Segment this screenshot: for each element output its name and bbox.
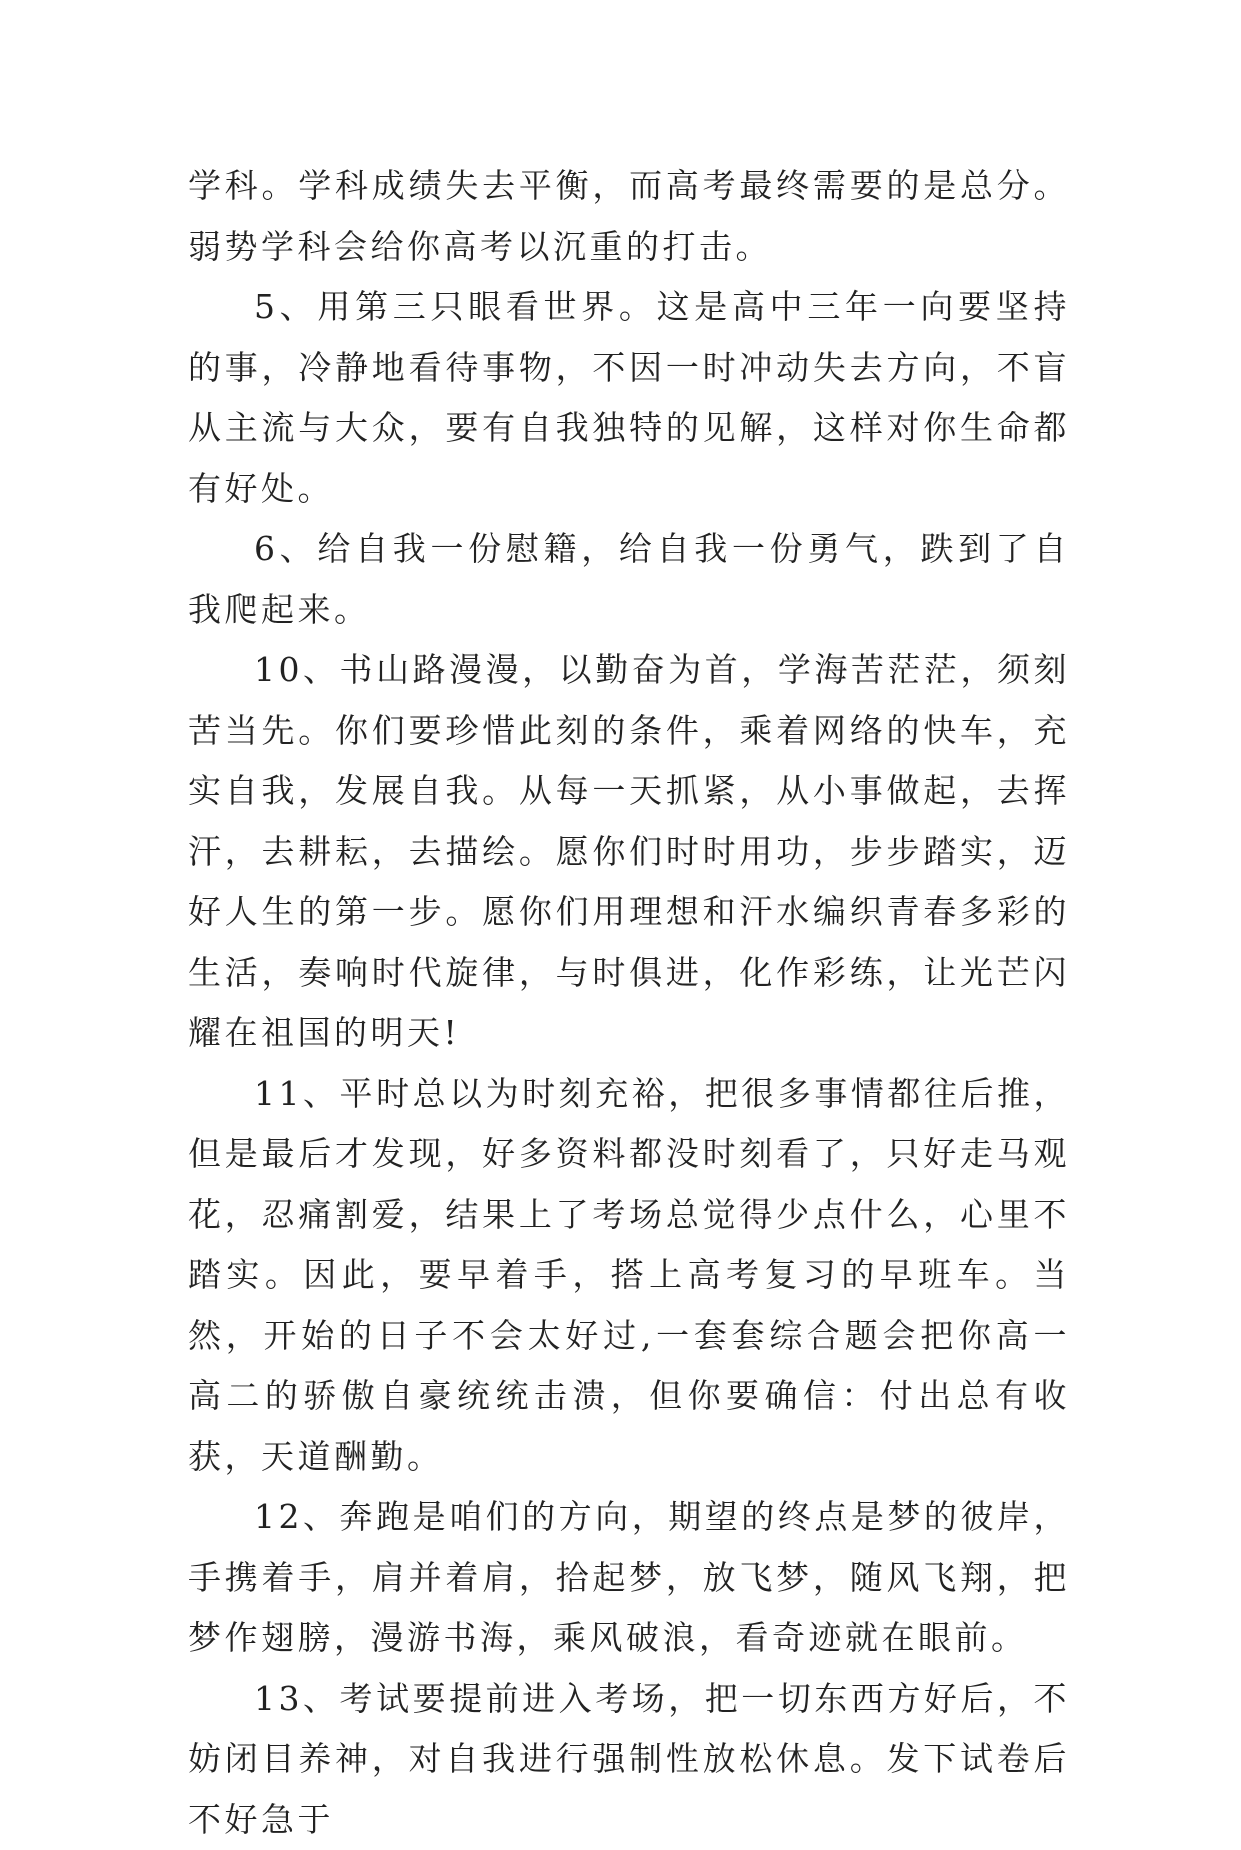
paragraph-item-12: 12、奔跑是咱们的方向，期望的终点是梦的彼岸，手携着手，肩并着肩，拾起梦，放飞梦，随风飞翔，把梦作翅膀，漫游书海，乘风破浪，看奇迹就在眼前。: [188, 1487, 1070, 1669]
document-body: [188, 156, 1070, 1850]
paragraph-item-13: 13、考试要提前进入考场，把一切东西方好后，不妨闭目养神，对自我进行强制性放松休息。发下试卷后不好急于: [188, 1669, 1070, 1850]
paragraph-item-6: 6、给自我一份慰籍，给自我一份勇气，跌到了自我爬起来。: [188, 519, 1070, 640]
paragraph-item-5: 5、用第三只眼看世界。这是高中三年一向要坚持的事，冷静地看待事物，不因一时冲动失去方向，不盲从主流与大众，要有自我独特的见解，这样对你生命都有好处。: [188, 277, 1070, 519]
paragraph-item-11: 11、平时总以为时刻充裕，把很多事情都往后推，但是最后才发现，好多资料都没时刻看了，只好走马观花，忍痛割爱，结果上了考场总觉得少点什么，心里不踏实。因此，要早着手，搭上高考复习的早班车。当然，开始的日子不会太好过,一套套综合题会把你高一高二的骄傲自豪统统击溃，但你要确信：付出总有收获，天道酬勤。: [188, 1064, 1070, 1488]
paragraph-continuation: 学科。学科成绩失去平衡，而高考最终需要的是总分。弱势学科会给你高考以沉重的打击。: [188, 156, 1070, 277]
paragraph-item-10: 10、书山路漫漫，以勤奋为首，学海苦茫茫，须刻苦当先。你们要珍惜此刻的条件，乘着网络的快车，充实自我，发展自我。从每一天抓紧，从小事做起，去挥汗，去耕耘，去描绘。愿你们时时用功，步步踏实，迈好人生的第一步。愿你们用理想和汗水编织青春多彩的生活，奏响时代旋律，与时俱进，化作彩练，让光芒闪耀在祖国的明天!: [188, 640, 1070, 1064]
